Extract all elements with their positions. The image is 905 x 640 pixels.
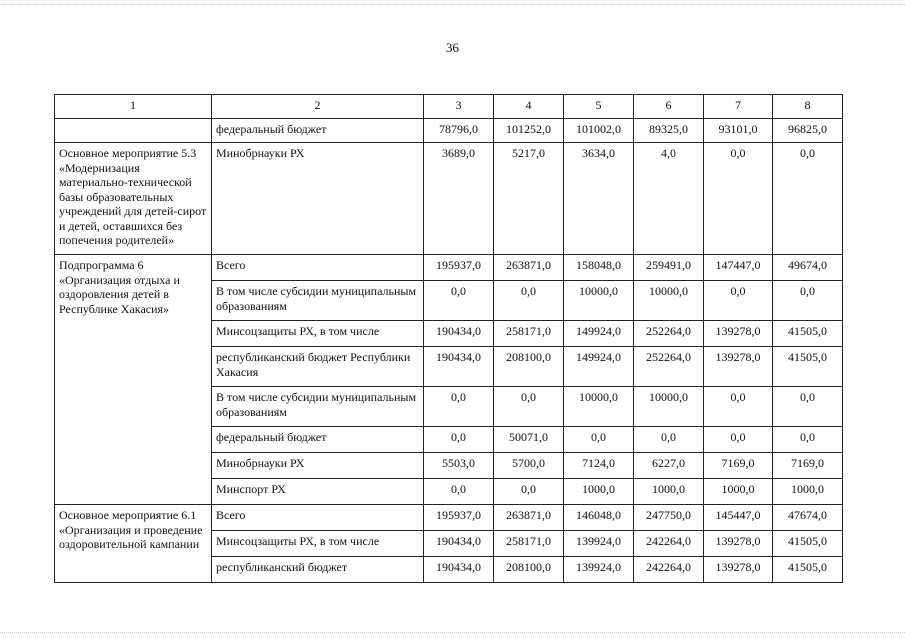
value-cell: 7169,0 <box>773 453 843 479</box>
value-cell: 139924,0 <box>564 531 634 557</box>
value-cell: 0,0 <box>494 281 564 321</box>
value-cell: 259491,0 <box>634 255 704 281</box>
value-cell: 0,0 <box>704 281 773 321</box>
funding-source: Минсоцзащиты РХ, в том числе <box>212 321 424 347</box>
value-cell: 1000,0 <box>704 479 773 505</box>
value-cell: 263871,0 <box>494 255 564 281</box>
value-cell: 258171,0 <box>494 321 564 347</box>
value-cell: 190434,0 <box>424 531 494 557</box>
value-cell: 145447,0 <box>704 505 773 531</box>
value-cell: 93101,0 <box>704 119 773 143</box>
value-cell: 0,0 <box>634 427 704 453</box>
table-row <box>55 255 843 281</box>
value-cell: 10000,0 <box>634 281 704 321</box>
value-cell: 50071,0 <box>494 427 564 453</box>
funding-source: Минобрнауки РХ <box>212 453 424 479</box>
value-cell: 7124,0 <box>564 453 634 479</box>
value-cell: 208100,0 <box>494 347 564 387</box>
value-cell: 247750,0 <box>634 505 704 531</box>
table-row <box>55 143 843 255</box>
value-cell: 41505,0 <box>773 321 843 347</box>
row-description: Основное мероприятие 6.1 «Организация и проведение оздоровительной кампании <box>55 505 212 583</box>
funding-source: федеральный бюджет <box>212 119 424 143</box>
value-cell: 1000,0 <box>773 479 843 505</box>
funding-source: Минсоцзащиты РХ, в том числе <box>212 531 424 557</box>
value-cell: 89325,0 <box>634 119 704 143</box>
value-cell: 158048,0 <box>564 255 634 281</box>
row-description: Основное мероприятие 5.3 «Модернизация материально-технической базы образовательных учреждений для детей-сирот и детей, оставшихся без попечения родителей» <box>55 143 212 255</box>
value-cell: 96825,0 <box>773 119 843 143</box>
value-cell: 101252,0 <box>494 119 564 143</box>
value-cell: 139278,0 <box>704 531 773 557</box>
header-cell: 3 <box>424 95 494 119</box>
value-cell: 0,0 <box>704 427 773 453</box>
header-cell: 4 <box>494 95 564 119</box>
value-cell: 242264,0 <box>634 531 704 557</box>
value-cell: 101002,0 <box>564 119 634 143</box>
value-cell: 0,0 <box>424 281 494 321</box>
value-cell: 0,0 <box>773 143 843 255</box>
funding-source: Всего <box>212 505 424 531</box>
header-row <box>55 95 843 119</box>
budget-table <box>54 94 843 583</box>
row-description <box>55 119 212 143</box>
funding-source: В том числе субсидии муниципальным образованиям <box>212 281 424 321</box>
funding-source: Минобрнауки РХ <box>212 143 424 255</box>
value-cell: 263871,0 <box>494 505 564 531</box>
value-cell: 139278,0 <box>704 557 773 583</box>
table-row <box>55 119 843 143</box>
page-number: 36 <box>446 40 459 55</box>
header-cell: 6 <box>634 95 704 119</box>
header-cell: 5 <box>564 95 634 119</box>
value-cell: 195937,0 <box>424 255 494 281</box>
value-cell: 139278,0 <box>704 347 773 387</box>
funding-source: республиканский бюджет Республики Хакасия <box>212 347 424 387</box>
value-cell: 0,0 <box>564 427 634 453</box>
value-cell: 242264,0 <box>634 557 704 583</box>
value-cell: 0,0 <box>494 479 564 505</box>
header-cell: 1 <box>55 95 212 119</box>
table-row <box>55 505 843 531</box>
value-cell: 0,0 <box>424 479 494 505</box>
value-cell: 47674,0 <box>773 505 843 531</box>
value-cell: 6227,0 <box>634 453 704 479</box>
value-cell: 258171,0 <box>494 531 564 557</box>
value-cell: 7169,0 <box>704 453 773 479</box>
value-cell: 208100,0 <box>494 557 564 583</box>
funding-source: республиканский бюджет <box>212 557 424 583</box>
value-cell: 252264,0 <box>634 347 704 387</box>
value-cell: 0,0 <box>424 387 494 427</box>
funding-source: Всего <box>212 255 424 281</box>
value-cell: 0,0 <box>773 427 843 453</box>
value-cell: 3634,0 <box>564 143 634 255</box>
value-cell: 78796,0 <box>424 119 494 143</box>
value-cell: 10000,0 <box>564 281 634 321</box>
value-cell: 0,0 <box>704 143 773 255</box>
value-cell: 149924,0 <box>564 347 634 387</box>
value-cell: 195937,0 <box>424 505 494 531</box>
value-cell: 41505,0 <box>773 347 843 387</box>
value-cell: 190434,0 <box>424 321 494 347</box>
value-cell: 149924,0 <box>564 321 634 347</box>
value-cell: 49674,0 <box>773 255 843 281</box>
value-cell: 1000,0 <box>564 479 634 505</box>
value-cell: 139278,0 <box>704 321 773 347</box>
value-cell: 146048,0 <box>564 505 634 531</box>
value-cell: 5700,0 <box>494 453 564 479</box>
top-scan-edge <box>0 4 905 6</box>
value-cell: 0,0 <box>773 281 843 321</box>
bottom-scan-edge <box>0 632 905 634</box>
header-cell: 2 <box>212 95 424 119</box>
value-cell: 147447,0 <box>704 255 773 281</box>
funding-source: В том числе субсидии муниципальным образованиям <box>212 387 424 427</box>
value-cell: 0,0 <box>704 387 773 427</box>
value-cell: 4,0 <box>634 143 704 255</box>
funding-source: федеральный бюджет <box>212 427 424 453</box>
value-cell: 41505,0 <box>773 531 843 557</box>
value-cell: 0,0 <box>773 387 843 427</box>
header-cell: 8 <box>773 95 843 119</box>
value-cell: 3689,0 <box>424 143 494 255</box>
value-cell: 5217,0 <box>494 143 564 255</box>
value-cell: 41505,0 <box>773 557 843 583</box>
value-cell: 0,0 <box>424 427 494 453</box>
value-cell: 10000,0 <box>634 387 704 427</box>
value-cell: 5503,0 <box>424 453 494 479</box>
header-cell: 7 <box>704 95 773 119</box>
funding-source: Минспорт РХ <box>212 479 424 505</box>
value-cell: 190434,0 <box>424 347 494 387</box>
value-cell: 1000,0 <box>634 479 704 505</box>
value-cell: 139924,0 <box>564 557 634 583</box>
value-cell: 190434,0 <box>424 557 494 583</box>
value-cell: 0,0 <box>494 387 564 427</box>
value-cell: 10000,0 <box>564 387 634 427</box>
value-cell: 252264,0 <box>634 321 704 347</box>
row-description: Подпрограмма 6 «Организация отдыха и оздоровления детей в Республике Хакасия» <box>55 255 212 505</box>
